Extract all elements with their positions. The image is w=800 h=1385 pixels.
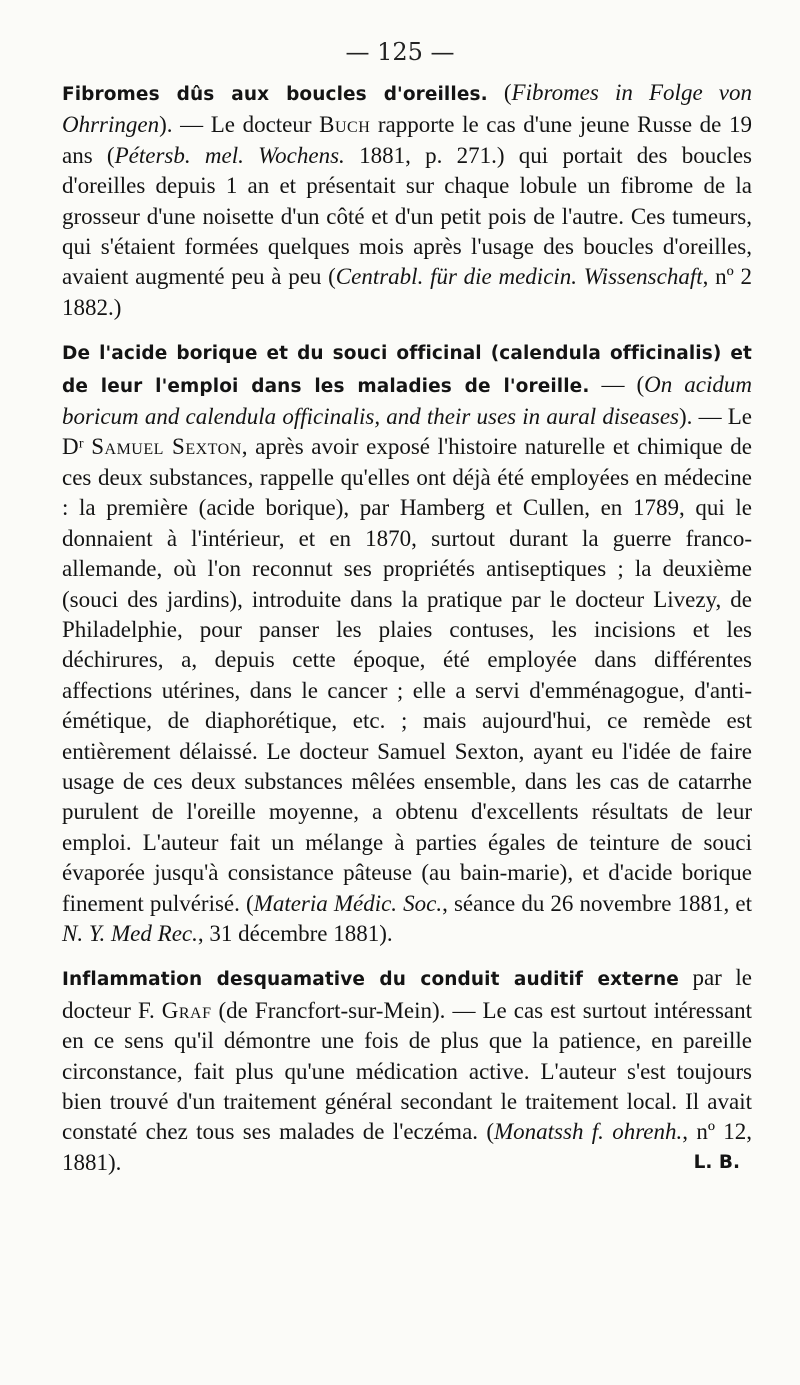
body-text: , après avoir exposé l'histoire naturelle et chimique de ces deux substances, rappelle qu'elles ont déjà été employées en médecine : la première (acide borique), par Hamberg et Cullen, en 1789, qui le donnaient à l'intérieur, et en 1870, surtout durant la guerre franco-allemande, où l'on reconnut ses propriétés antiseptiques ; la deuxième (souci des jardins), introduite dans la pratique par le docteur Livezy, de Philadelphie, pour panser les plaies contuses, les incisions et les déchirures, a, depuis cette époque, été employée dans différentes affections utérines, dans le cancer ; elle a servi d'emménagogue, d'anti-émétique, de diaphorétique, etc. ; mais aujourd'hui, ce remède est entièrement délaissé. Le docteur Samuel Sexton, ayant eu l'idée de faire usage de ces deux substances mêlées ensemble, dans les cas de catarrhe purulent de l'oreille moyenne, a obtenu d'excellents résultats de leur emploi. L'auteur fait un mélange à parties égales de teinture de souci évaporée jusqu'à consistance pâteuse (au bain-marie), et d'acide borique finement pulvérisé. ( bbox=[62, 434, 752, 916]
signature: L. B. bbox=[693, 1151, 740, 1173]
citation-text: Monatssh f. ohrenh. bbox=[494, 1119, 683, 1145]
body-text: ). — Le Dʳ bbox=[62, 404, 753, 460]
article-heading: De l'acide borique et du souci officinal (calendula officinalis) et de leur l'emploi dans les maladies de l'oreille. bbox=[62, 343, 752, 397]
body-text: , nº 12, 1881). bbox=[62, 1119, 753, 1175]
citation-text: Pétersb. mel. Wochens. bbox=[114, 142, 345, 168]
author-name: Graf bbox=[161, 997, 212, 1023]
body-text: — ( bbox=[589, 371, 645, 397]
citation-text: Materia Médic. Soc. bbox=[253, 890, 443, 916]
article-2 bbox=[62, 337, 752, 949]
page-number: — 125 — bbox=[345, 38, 455, 66]
author-name: Samuel Sexton bbox=[91, 434, 242, 460]
body-text: rapporte le cas d'une jeune Russe de 19 ans ( bbox=[62, 112, 752, 168]
citation-text: Centrabl. für die medicin. Wissenschaft bbox=[335, 264, 703, 290]
body-text: (de Francfort-sur-Mein). — Le cas est surtout intéressant en ce sens qu'il démontre une fois de plus que la patience, en pareille circonstance, fait plus qu'une médication active. L'auteur s'est toujours bien trouvé d'un traitement général secondant le traitement local. Il avait constaté chez tous ses malades de l'eczéma. ( bbox=[62, 997, 753, 1145]
body-text: , 31 décembre 1881). bbox=[197, 920, 393, 946]
body-text: 1881, p. 271.) qui portait des boucles d'oreilles depuis 1 an et présentait sur chaque lobule un fibrome de la grosseur d'une noisette d'un côté et d'un petit pois de l'autre. Ces tumeurs, qui s'étaient formées quelques mois après l'usage des boucles d'oreilles, avaient augmenté peu à peu ( bbox=[62, 142, 752, 290]
citation-text: On acidum boricum and calendula officinalis, and their uses in aural diseases bbox=[62, 371, 752, 430]
citation-text: N. Y. Med Rec. bbox=[62, 920, 198, 946]
article-heading: Inflammation desquamative du conduit auditif externe bbox=[62, 969, 679, 991]
article-heading: Fibromes dûs aux boucles d'oreilles. bbox=[62, 84, 488, 105]
citation-text: Fibromes in Folge von Ohrringen bbox=[62, 80, 752, 138]
body-text: ( bbox=[487, 80, 512, 105]
article-3 bbox=[62, 963, 752, 1178]
article-1 bbox=[62, 78, 752, 323]
body-text: ). — Le docteur bbox=[159, 112, 320, 138]
body-text: , séance du 26 novembre 1881, et bbox=[442, 890, 752, 916]
body-text: par le docteur F. bbox=[62, 965, 752, 1023]
page-body bbox=[62, 78, 752, 1178]
author-name: Buch bbox=[319, 112, 371, 138]
body-text: , nº 2 1882.) bbox=[62, 264, 752, 320]
